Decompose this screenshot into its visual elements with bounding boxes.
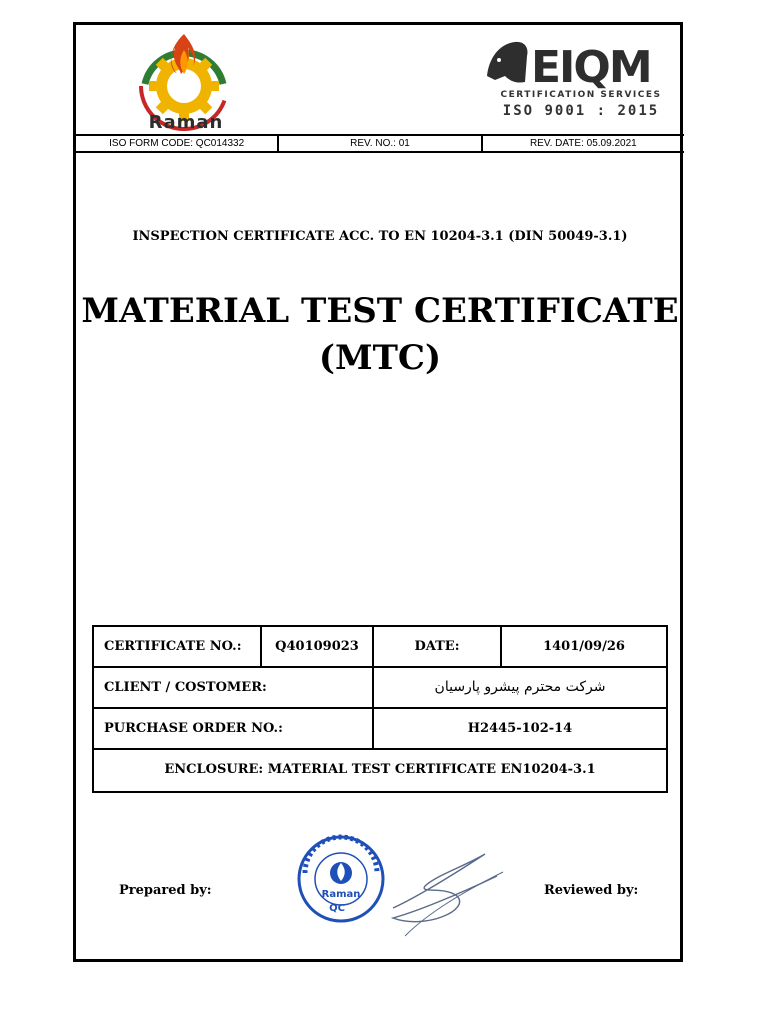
table-row xyxy=(94,627,666,668)
client-label: CLIENT / COSTOMER: xyxy=(104,680,267,695)
certificate-no-value: Q40109023 xyxy=(260,627,372,666)
date-label: DATE: xyxy=(372,627,500,666)
title-line-1: MATERIAL TEST CERTIFICATE xyxy=(81,291,679,331)
purchase-order-label: PURCHASE ORDER NO.: xyxy=(104,721,283,736)
raman-logo-text: Raman xyxy=(148,112,224,133)
table-row xyxy=(94,668,666,709)
eiqm-logo xyxy=(485,36,665,98)
certification-services-text: CERTIFICATION SERVICES xyxy=(500,90,662,100)
iso-form-code: ISO FORM CODE: QC014332 xyxy=(109,138,245,149)
table-row xyxy=(94,709,666,750)
table-row xyxy=(94,750,666,791)
enclosure-text: ENCLOSURE: MATERIAL TEST CERTIFICATE EN10204-3.1 xyxy=(164,762,596,777)
page-border xyxy=(73,22,683,962)
certificate-no-label: CERTIFICATE NO.: xyxy=(104,639,242,654)
inspection-subtitle: INSPECTION CERTIFICATE ACC. TO EN 10204-3.1 (DIN 50049-3.1) xyxy=(132,229,628,244)
reviewed-by-label: Reviewed by: xyxy=(544,883,639,898)
svg-text:QC: QC xyxy=(329,903,345,914)
svg-text:Raman: Raman xyxy=(321,889,361,900)
revision-number: REV. NO.: 01 xyxy=(277,136,480,151)
reviewer-signature xyxy=(385,846,505,941)
title-line-2: (MTC) xyxy=(318,338,442,378)
date-value: 1401/09/26 xyxy=(500,627,666,666)
form-code-strip xyxy=(76,134,684,153)
iso-standard-text: ISO 9001 : 2015 xyxy=(502,103,660,119)
document-title xyxy=(76,288,684,382)
purchase-order-value: H2445-102-14 xyxy=(372,709,666,748)
revision-date: REV. DATE: 05.09.2021 xyxy=(481,136,684,151)
prepared-by-label: Prepared by: xyxy=(119,883,212,898)
certificate-info-table xyxy=(92,625,668,793)
client-value: شرکت محترم پیشرو پارسیان xyxy=(372,668,666,707)
svg-text:EIQM: EIQM xyxy=(531,42,651,93)
company-stamp xyxy=(293,833,389,925)
